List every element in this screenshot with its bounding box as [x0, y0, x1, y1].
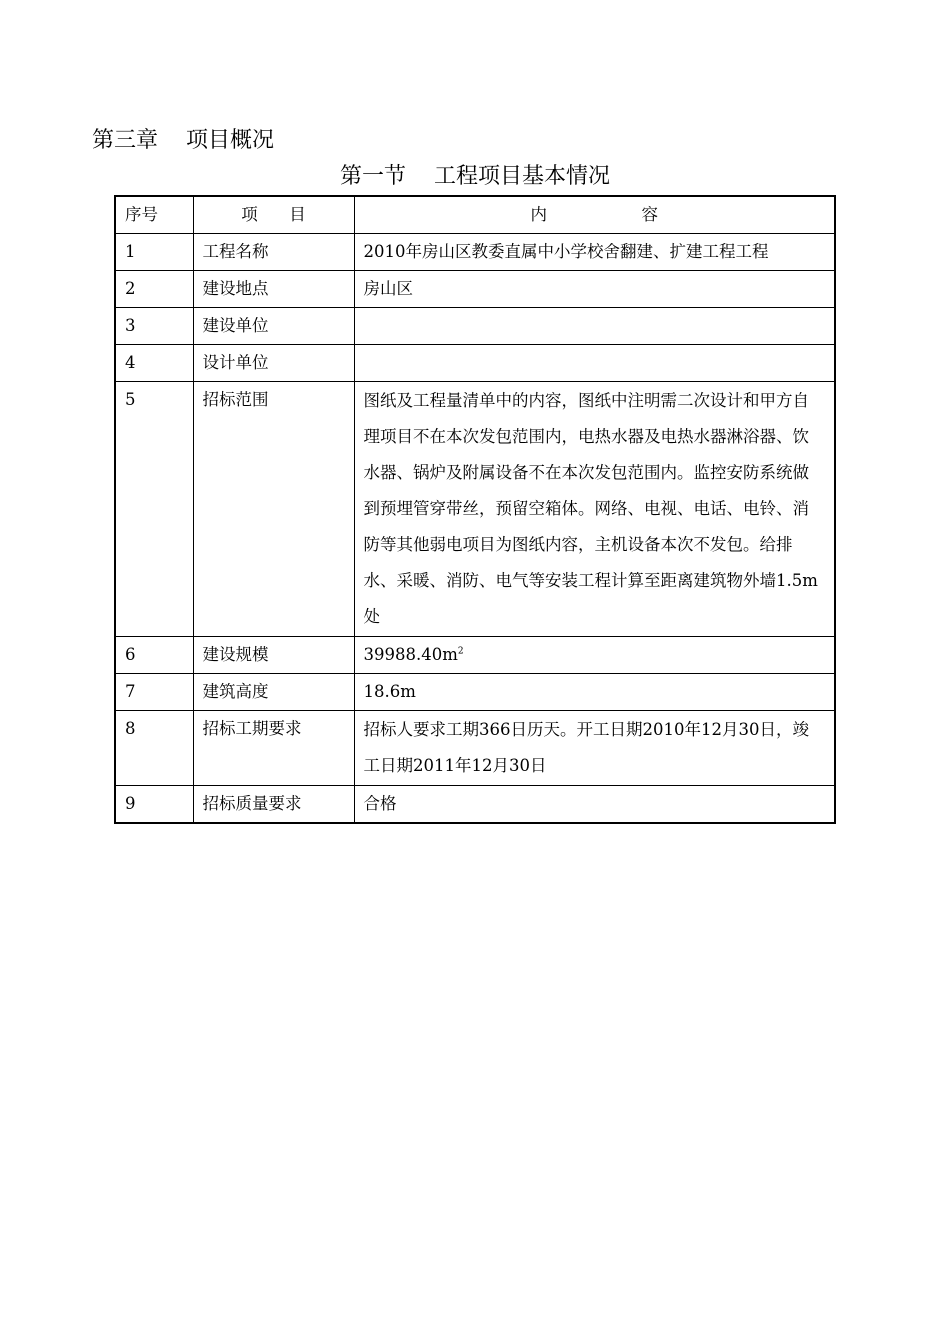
- row-index: 1: [116, 234, 193, 271]
- table-row: [116, 308, 834, 345]
- row-index: 4: [116, 345, 193, 382]
- row-content: [354, 637, 834, 674]
- row-item: 建筑高度: [193, 674, 354, 711]
- row-index: 8: [116, 711, 193, 786]
- row-index: 9: [116, 786, 193, 823]
- chapter-title: 第三章 项目概况: [92, 128, 274, 153]
- table-row: [116, 271, 834, 308]
- header-index: 序号: [116, 197, 193, 234]
- row-index: 3: [116, 308, 193, 345]
- row-index: 7: [116, 674, 193, 711]
- row-index: 6: [116, 637, 193, 674]
- row-content: 18.6m: [354, 674, 834, 711]
- row-item: 建设地点: [193, 271, 354, 308]
- area-unit-superscript: 2: [457, 646, 464, 657]
- table-row: [116, 674, 834, 711]
- row-item: 工程名称: [193, 234, 354, 271]
- row-item: 招标质量要求: [193, 786, 354, 823]
- project-overview-table: [114, 195, 836, 824]
- row-item: 招标范围: [193, 382, 354, 637]
- area-value: 39988.40m: [363, 645, 458, 664]
- row-content: 2010年房山区教委直属中小学校舍翻建、扩建工程工程: [354, 234, 834, 271]
- table-row: [116, 382, 834, 637]
- section-title: 第一节 工程项目基本情况: [340, 164, 610, 189]
- table-row: [116, 786, 834, 823]
- row-item: 招标工期要求: [193, 711, 354, 786]
- row-index: 2: [116, 271, 193, 308]
- row-content: 合格: [354, 786, 834, 823]
- row-content: 招标人要求工期366日历天。开工日期2010年12月30日，竣工日期2011年12月30日: [354, 711, 834, 786]
- row-content: [354, 345, 834, 382]
- table-row: [116, 234, 834, 271]
- row-content: [354, 308, 834, 345]
- row-item: 建设单位: [193, 308, 354, 345]
- row-item: 设计单位: [193, 345, 354, 382]
- row-index: 5: [116, 382, 193, 637]
- header-item: 项 目: [193, 197, 354, 234]
- row-content: 房山区: [354, 271, 834, 308]
- table-row: [116, 637, 834, 674]
- table-row: [116, 345, 834, 382]
- header-content: 内 容: [354, 197, 834, 234]
- table-header-row: [116, 197, 834, 234]
- row-item: 建设规模: [193, 637, 354, 674]
- row-content: 图纸及工程量清单中的内容，图纸中注明需二次设计和甲方自理项目不在本次发包范围内，电热水器及电热水器淋浴器、饮水器、锅炉及附属设备不在本次发包范围内。监控安防系统做到预埋管穿带丝，预留空箱体。网络、电视、电话、电铃、消防等其他弱电项目为图纸内容，主机设备本次不发包。给排水、采暖、消防、电气等安装工程计算至距离建筑物外墙1.5m处: [354, 382, 834, 637]
- table-row: [116, 711, 834, 786]
